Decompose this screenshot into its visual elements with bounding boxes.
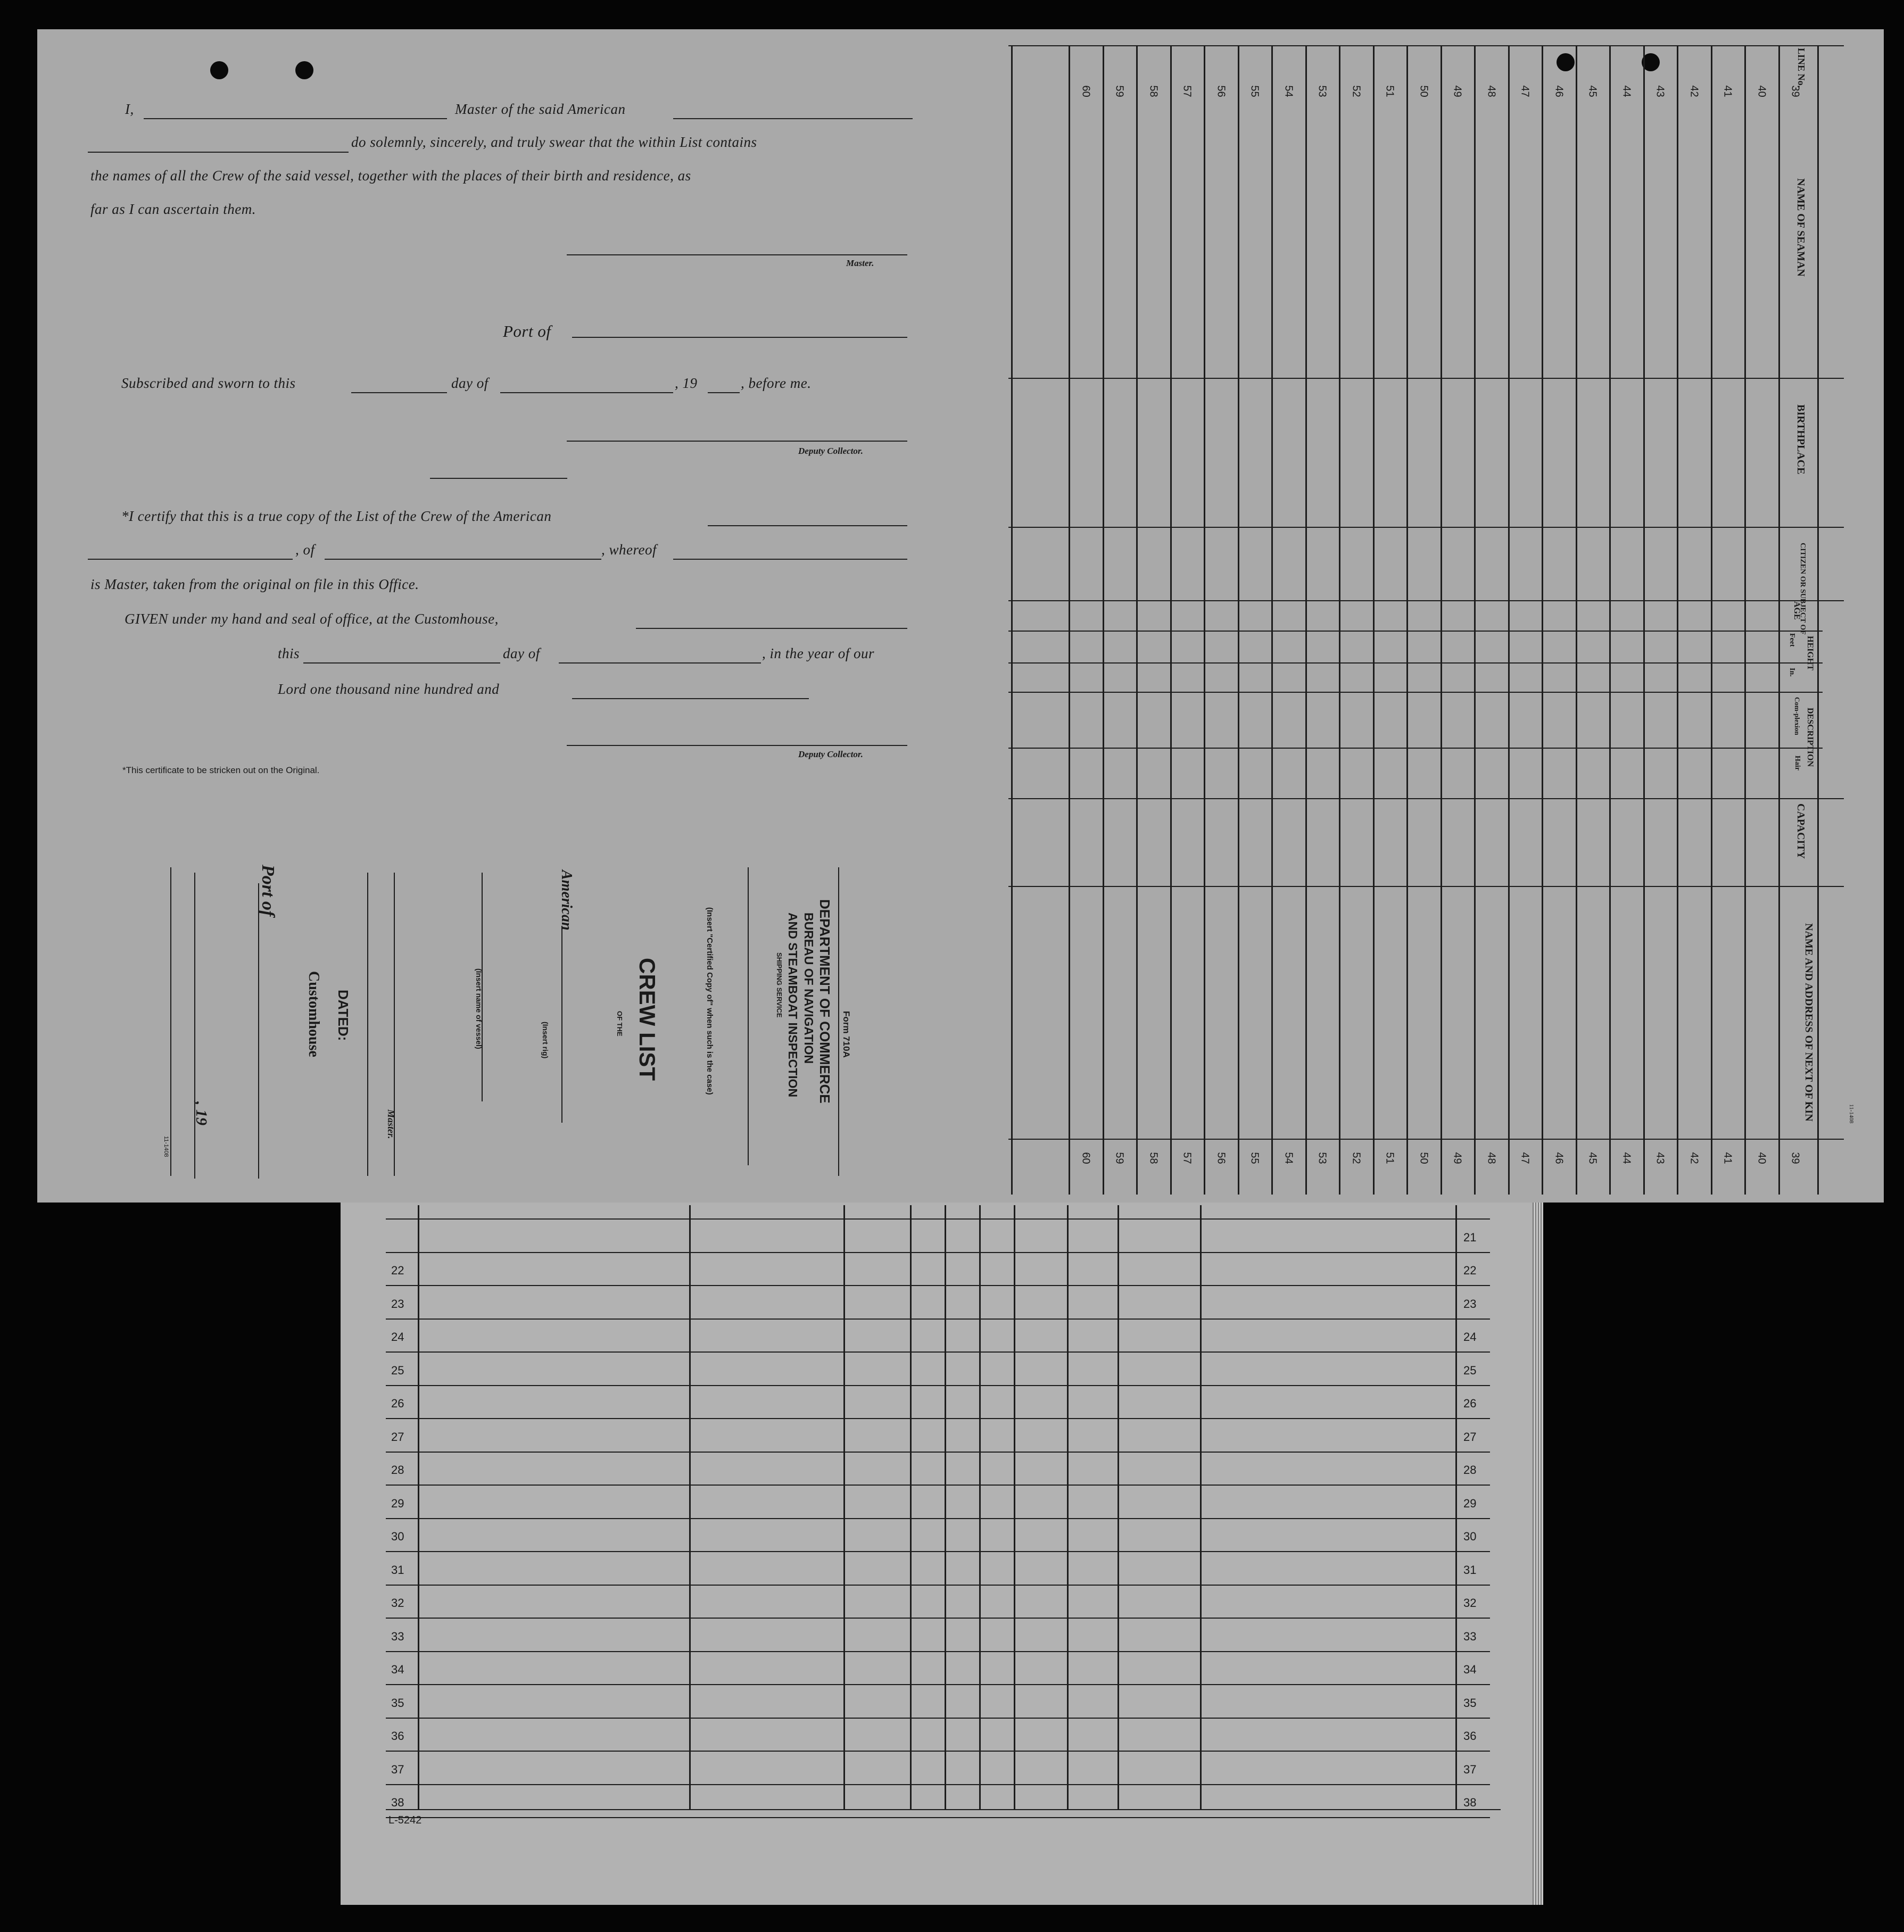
column-divider	[1008, 527, 1844, 528]
certify-text: *I certify that this is a true copy of the List of the Crew of the American	[121, 508, 552, 524]
line-number-bottom: 51	[1384, 1152, 1396, 1164]
year-words-blank	[572, 698, 809, 699]
line-number-bottom: 53	[1316, 1152, 1328, 1164]
line-number-bottom: 46	[1553, 1152, 1565, 1164]
line-number-top: 54	[1282, 85, 1295, 97]
row-divider	[1778, 45, 1780, 1195]
row-divider	[1677, 45, 1678, 1195]
lower-row-number-left: 30	[391, 1530, 404, 1543]
bureau-title: BUREAU OF NAVIGATION	[802, 913, 816, 1064]
table-left-border	[1011, 45, 1013, 1195]
row-divider	[1744, 45, 1746, 1195]
lower-row-divider	[386, 1485, 1490, 1486]
shipping-service: SHIPPING SERVICE	[775, 952, 783, 1018]
lower-sheet-edge	[1533, 1200, 1543, 1905]
lower-row-number-right: 38	[1463, 1796, 1477, 1809]
punch-hole	[1557, 53, 1575, 71]
lower-row-divider	[386, 1751, 1490, 1752]
row-divider	[1305, 45, 1307, 1195]
this-day-blank	[303, 662, 500, 664]
line-number-bottom: 52	[1350, 1152, 1362, 1164]
lower-row-number-left: 29	[391, 1496, 404, 1510]
cert-month-blank	[559, 662, 761, 664]
punch-hole	[295, 61, 313, 79]
line-no-divider	[1817, 45, 1819, 1195]
lower-col-divider	[843, 1205, 845, 1809]
lower-col-divider	[979, 1205, 981, 1809]
port-of-label: Port of	[503, 322, 551, 341]
dated-label: DATED:	[335, 990, 351, 1041]
line-number-bottom: 47	[1519, 1152, 1531, 1164]
lower-row-number-right: 21	[1463, 1230, 1477, 1244]
form-number: Form 710A	[841, 1011, 851, 1058]
whereof-label: , whereof	[601, 542, 657, 558]
lower-row-number-right: 30	[1463, 1530, 1477, 1543]
insert-rig: (Insert rig)	[541, 1022, 550, 1059]
lower-col-divider	[945, 1205, 946, 1809]
row-divider	[1069, 45, 1070, 1195]
line-number-bottom: 44	[1620, 1152, 1633, 1164]
given-text: GIVEN under my hand and seal of office, at the Customhouse,	[125, 611, 499, 627]
lower-row-number-right: 34	[1463, 1663, 1477, 1676]
line-number-bottom: 57	[1181, 1152, 1193, 1164]
line-number-bottom: 42	[1688, 1152, 1700, 1164]
insert-vessel-name: (Insert name of vessel)	[475, 968, 483, 1049]
master-signature-line	[567, 254, 907, 255]
oath-i-label: I,	[125, 101, 134, 117]
line-number-bottom: 43	[1654, 1152, 1666, 1164]
cover-rule	[194, 873, 195, 1179]
of-label: , of	[295, 542, 315, 558]
lower-row-number-right: 32	[1463, 1596, 1477, 1610]
deputy-signature-line	[567, 441, 907, 442]
cert-deputy-label: Deputy Collector.	[798, 749, 863, 759]
line-number-bottom: 56	[1215, 1152, 1227, 1164]
column-divider	[1008, 692, 1823, 693]
lower-col-divider	[1014, 1205, 1015, 1809]
lower-row-number-left: 23	[391, 1297, 404, 1311]
vessel-name-blank	[88, 559, 293, 560]
lower-row-number-left: 27	[391, 1430, 404, 1444]
lower-row-number-left: 22	[391, 1264, 404, 1277]
lower-row-number-right: 22	[1463, 1264, 1477, 1277]
line-number-bottom: 54	[1282, 1152, 1295, 1164]
line-number-top: 60	[1080, 85, 1092, 97]
lower-row-number-right: 28	[1463, 1463, 1477, 1477]
cover-port-of: Port of	[258, 865, 278, 917]
lower-col-divider	[418, 1205, 419, 1809]
day-of-label: day of	[451, 375, 489, 391]
cover-year-label: , 19	[193, 1101, 210, 1125]
line-number-top: 39	[1789, 85, 1801, 97]
month-blank	[500, 392, 673, 393]
lower-row-number-right: 37	[1463, 1762, 1477, 1776]
oath-names-text: the names of all the Crew of the said vessel, together with the places of their birth and residence, as	[90, 168, 691, 184]
vessel-blank	[708, 525, 907, 526]
this-label: this	[278, 645, 300, 661]
lower-row-number-left: 37	[391, 1762, 404, 1776]
line-number-bottom: 60	[1080, 1152, 1092, 1164]
column-divider	[1008, 886, 1844, 887]
steamboat-title: AND STEAMBOAT INSPECTION	[786, 913, 800, 1098]
subscribed-label: Subscribed and sworn to this	[121, 375, 296, 391]
cover-rule	[838, 867, 839, 1176]
line-number-top: 47	[1519, 85, 1531, 97]
port-name-blank	[325, 559, 601, 560]
lower-row-number-right: 23	[1463, 1297, 1477, 1311]
seal-line	[430, 478, 567, 479]
line-number-top: 57	[1181, 85, 1193, 97]
line-number-top: 41	[1721, 85, 1734, 97]
feet-header: Feet	[1788, 633, 1796, 647]
lower-row-number-right: 36	[1463, 1729, 1477, 1743]
american-label: American	[558, 870, 575, 931]
of-the-label: OF THE	[616, 1011, 624, 1037]
cover-rule	[561, 926, 562, 1123]
row-divider	[1373, 45, 1375, 1195]
name-of-seaman-header: NAME OF SEAMAN	[1795, 178, 1807, 277]
citizen-header: CITIZEN OR SUBJECT OF	[1799, 543, 1807, 635]
lower-col-divider	[1117, 1205, 1119, 1809]
customhouse-label: Customhouse	[305, 971, 322, 1057]
lower-row-number-left: 33	[391, 1629, 404, 1643]
description-header: DESCRIPTION	[1806, 708, 1815, 767]
line-number-bottom: 39	[1789, 1152, 1801, 1164]
age-header: AGE	[1792, 601, 1801, 620]
row-divider	[1103, 45, 1104, 1195]
lower-row-number-right: 29	[1463, 1496, 1477, 1510]
lower-crew-list-sheet	[341, 1200, 1543, 1905]
lower-row-divider	[386, 1551, 1490, 1552]
lower-row-number-right: 31	[1463, 1563, 1477, 1577]
year-prefix: , 19	[675, 375, 698, 391]
lower-row-divider	[386, 1684, 1490, 1685]
next-of-kin-header: NAME AND ADDRESS OF NEXT OF KIN	[1803, 923, 1815, 1122]
lower-row-divider	[386, 1784, 1490, 1785]
row-divider	[1238, 45, 1239, 1195]
in-year-label: , in the year of our	[762, 645, 874, 661]
line-number-top: 51	[1384, 85, 1396, 97]
lower-row-divider	[386, 1452, 1490, 1453]
lower-bottom-border	[386, 1809, 1501, 1810]
lower-row-number-left: 28	[391, 1463, 404, 1477]
oath-swear-text: do solemnly, sincerely, and truly swear that the within List contains	[351, 134, 757, 150]
line-number-bottom: 55	[1248, 1152, 1261, 1164]
oath-ascertain-text: far as I can ascertain them.	[90, 201, 256, 217]
line-number-bottom: 49	[1451, 1152, 1463, 1164]
lower-row-number-left: 24	[391, 1330, 404, 1344]
lower-top-border	[386, 1218, 1490, 1220]
lower-row-number-left: 25	[391, 1363, 404, 1377]
lower-row-number-left: 26	[391, 1397, 404, 1410]
line-number-bottom: 40	[1756, 1152, 1768, 1164]
row-divider	[1441, 45, 1442, 1195]
lower-row-divider	[386, 1319, 1490, 1320]
master-name-blank	[673, 559, 907, 560]
lower-row-number-left: 31	[391, 1563, 404, 1577]
cover-rule	[170, 867, 171, 1176]
line-number-top: 53	[1316, 85, 1328, 97]
line-number-top: 46	[1553, 85, 1565, 97]
lower-row-divider	[386, 1418, 1490, 1419]
crew-list-title: CREW LIST	[635, 958, 660, 1081]
lower-row-number-left: 34	[391, 1663, 404, 1676]
line-no-header: LINE No.	[1796, 48, 1807, 88]
lower-row-number-right: 25	[1463, 1363, 1477, 1377]
line-number-top: 40	[1756, 85, 1768, 97]
lower-row-divider	[386, 1351, 1490, 1353]
column-divider	[1008, 631, 1823, 632]
lower-row-number-right: 24	[1463, 1330, 1477, 1344]
row-divider	[1711, 45, 1712, 1195]
blank-line	[673, 118, 913, 119]
complexion-header: Com-plexion	[1793, 697, 1801, 735]
column-divider	[1008, 798, 1844, 799]
table-bottom-border	[1008, 1139, 1844, 1140]
lower-row-number-left: 32	[391, 1596, 404, 1610]
lower-col-divider	[910, 1205, 912, 1809]
lower-row-divider	[386, 1618, 1490, 1619]
oath-master-of: Master of the said American	[455, 101, 626, 117]
cover-print-code: 11-1408	[163, 1136, 169, 1157]
right-print-code: 11-1408	[1848, 1104, 1855, 1124]
row-divider	[1474, 45, 1476, 1195]
lower-form-code: L-5242	[388, 1814, 422, 1826]
height-header: HEIGHT	[1806, 636, 1815, 670]
hair-header: Hair	[1793, 756, 1801, 770]
lower-row-divider	[386, 1817, 1490, 1818]
cert-deputy-line	[567, 745, 907, 746]
lower-row-divider	[386, 1385, 1490, 1386]
lower-row-number-right: 27	[1463, 1430, 1477, 1444]
row-divider	[1339, 45, 1340, 1195]
lower-row-divider	[386, 1718, 1490, 1719]
column-divider	[1008, 600, 1844, 601]
line-number-bottom: 45	[1586, 1152, 1599, 1164]
cover-rule	[258, 883, 259, 1179]
lower-col-divider	[1067, 1205, 1069, 1809]
department-title: DEPARTMENT OF COMMERCE	[817, 899, 833, 1104]
master-label: Master.	[846, 258, 874, 268]
customhouse-blank	[636, 628, 907, 629]
deputy-collector-label: Deputy Collector.	[798, 446, 863, 456]
lower-row-divider	[386, 1651, 1490, 1652]
row-divider	[1170, 45, 1172, 1195]
line-number-top: 56	[1215, 85, 1227, 97]
line-number-top: 55	[1248, 85, 1261, 97]
lower-col-divider	[689, 1205, 691, 1809]
lower-row-divider	[386, 1285, 1490, 1286]
line-number-top: 58	[1147, 85, 1160, 97]
lower-row-number-right: 26	[1463, 1397, 1477, 1410]
birthplace-header: BIRTHPLACE	[1795, 404, 1807, 475]
blank-line	[144, 118, 447, 119]
lower-row-divider	[386, 1252, 1490, 1253]
inches-header: In.	[1788, 668, 1796, 677]
row-divider	[1576, 45, 1577, 1195]
line-number-top: 59	[1113, 85, 1125, 97]
lower-col-divider	[1200, 1205, 1202, 1809]
row-divider	[1204, 45, 1205, 1195]
row-divider	[1406, 45, 1408, 1195]
line-number-top: 43	[1654, 85, 1666, 97]
line-number-bottom: 59	[1113, 1152, 1125, 1164]
line-number-top: 52	[1350, 85, 1362, 97]
row-divider	[1643, 45, 1645, 1195]
lower-row-divider	[386, 1585, 1490, 1586]
line-number-top: 50	[1418, 85, 1430, 97]
capacity-header: CAPACITY	[1795, 803, 1807, 859]
lower-col-divider	[1455, 1205, 1457, 1809]
line-number-top: 48	[1485, 85, 1497, 97]
cover-rule	[367, 873, 368, 1176]
row-divider	[1271, 45, 1273, 1195]
certificate-footnote: *This certificate to be stricken out on the Original.	[122, 765, 320, 775]
is-master-text: is Master, taken from the original on file in this Office.	[90, 576, 419, 592]
line-number-bottom: 41	[1721, 1152, 1734, 1164]
row-divider	[1136, 45, 1138, 1195]
line-number-bottom: 50	[1418, 1152, 1430, 1164]
lower-row-number-left: 38	[391, 1796, 404, 1809]
blank-line	[88, 152, 349, 153]
lower-row-number-right: 33	[1463, 1629, 1477, 1643]
lord-text: Lord one thousand nine hundred and	[278, 681, 500, 697]
lower-row-divider	[386, 1518, 1490, 1519]
lower-row-number-right: 35	[1463, 1696, 1477, 1710]
before-me-label: , before me.	[741, 375, 812, 391]
year-blank	[708, 392, 740, 393]
line-number-bottom: 58	[1147, 1152, 1160, 1164]
line-number-top: 45	[1586, 85, 1599, 97]
line-number-top: 42	[1688, 85, 1700, 97]
row-divider	[1609, 45, 1611, 1195]
lower-row-number-left: 36	[391, 1729, 404, 1743]
punch-hole	[210, 61, 228, 79]
row-divider	[1542, 45, 1543, 1195]
line-number-bottom: 48	[1485, 1152, 1497, 1164]
port-blank	[572, 337, 907, 338]
insert-certified-note: (Insert "Certified Copy of" when such is the case)	[705, 907, 714, 1095]
column-divider	[1008, 662, 1823, 664]
row-divider	[1508, 45, 1510, 1195]
column-divider	[1008, 378, 1844, 379]
column-divider	[1008, 748, 1823, 749]
cert-day-of-label: day of	[503, 645, 540, 661]
cover-rule	[748, 867, 749, 1165]
lower-row-number-left: 35	[391, 1696, 404, 1710]
table-top-border	[1008, 45, 1844, 46]
line-number-top: 49	[1451, 85, 1463, 97]
day-blank	[351, 392, 447, 393]
cover-master-label: Master.	[386, 1109, 396, 1139]
line-number-top: 44	[1620, 85, 1633, 97]
